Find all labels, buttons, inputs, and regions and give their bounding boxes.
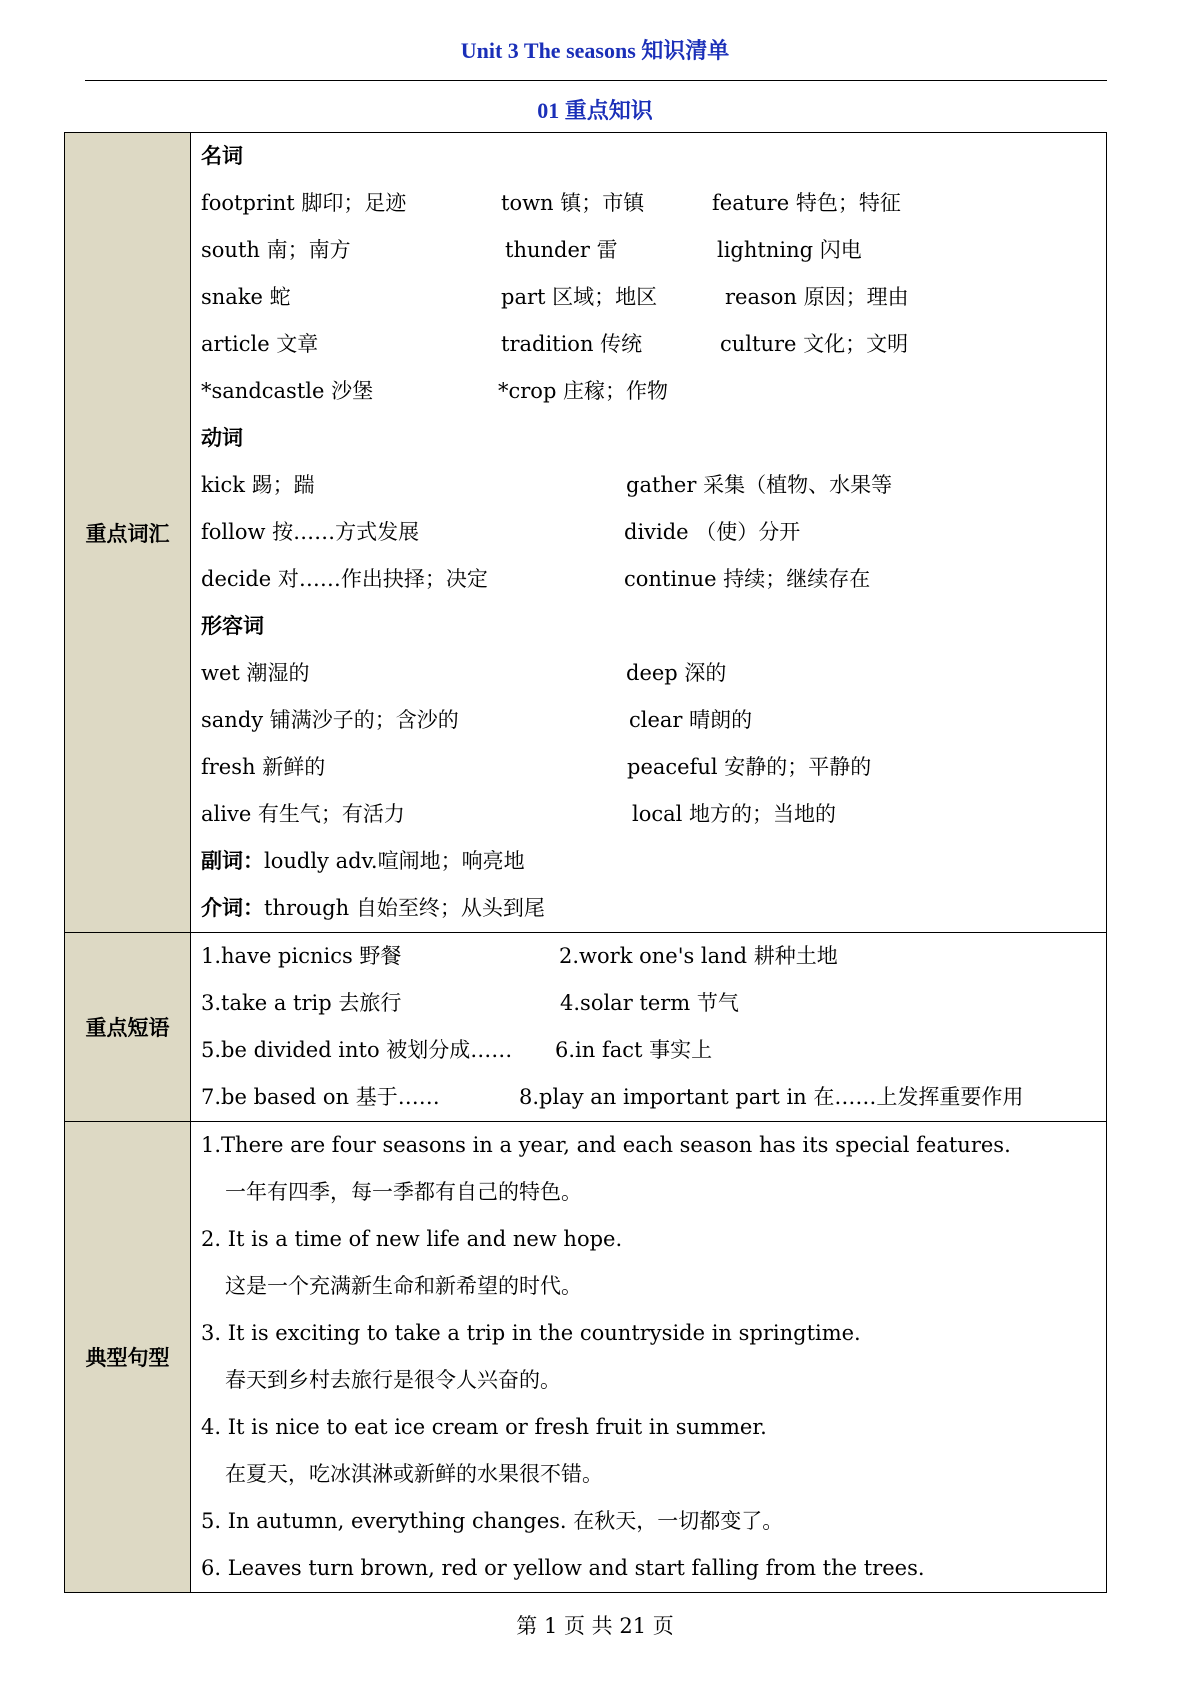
phrase-item: 6.in fact 事实上	[555, 1038, 713, 1062]
phrase-line	[201, 1027, 1106, 1074]
sentence-en: 6. Leaves turn brown, red or yellow and start falling from the trees.	[201, 1556, 925, 1580]
sentence-en: 2. It is a time of new life and new hope.	[201, 1227, 623, 1251]
sentence-zh: 一年有四季，每一季都有自己的特色。	[225, 1180, 582, 1204]
document-title: Unit 3 The seasons 知识清单	[460, 38, 730, 63]
vocab-item: footprint 脚印；足迹	[201, 191, 407, 215]
vocab-item: fresh 新鲜的	[201, 755, 326, 779]
vocab-line	[201, 274, 1106, 321]
page-footer: 第 1 页 共 21 页	[516, 1614, 674, 1638]
section-title: 01 重点知识	[537, 98, 653, 123]
vocab-item: culture 文化；文明	[720, 332, 909, 356]
vocab-item: lightning 闪电	[717, 238, 862, 262]
phrase-item: 8.play an important part in 在……上发挥重要作用	[519, 1085, 1024, 1109]
vocab-item: kick 踢；踹	[201, 473, 315, 497]
adverb-heading: 副词：	[201, 849, 264, 873]
sentence-zh: 在夏天，吃冰淇淋或新鲜的水果很不错。	[225, 1462, 603, 1486]
phrases-content	[191, 933, 1107, 1122]
vocab-item: gather 采集（植物、水果等	[626, 473, 893, 497]
knowledge-table	[64, 132, 1107, 1593]
vocab-item: wet 潮湿的	[201, 661, 310, 685]
phrase-line	[201, 1074, 1106, 1121]
vocab-row	[65, 133, 1107, 933]
vocab-line	[201, 227, 1106, 274]
vocab-item: feature 特色；特征	[712, 191, 901, 215]
vocab-item: *sandcastle 沙堡	[201, 379, 374, 403]
vocab-line	[201, 697, 1106, 744]
vocab-line	[201, 838, 1106, 885]
phrase-line	[201, 980, 1106, 1027]
phrase-item: 2.work one's land 耕种土地	[559, 944, 838, 968]
vocab-item: *crop 庄稼；作物	[498, 379, 669, 403]
sentence-en: 1.There are four seasons in a year, and each season has its special features.	[201, 1133, 1011, 1157]
vocab-line	[201, 744, 1106, 791]
phrase-item: 1.have picnics 野餐	[201, 944, 402, 968]
vocab-item: peaceful 安静的；平静的	[627, 755, 872, 779]
sentence-zh: 春天到乡村去旅行是很令人兴奋的。	[225, 1368, 561, 1392]
vocab-item: decide 对……作出抉择；决定	[201, 567, 488, 591]
vocab-item: follow 按……方式发展	[201, 520, 420, 544]
vocab-line	[201, 556, 1106, 603]
noun-heading: 名词	[201, 144, 243, 168]
phrase-item: 4.solar term 节气	[560, 991, 739, 1015]
header-divider	[85, 80, 1107, 81]
sentences-label: 典型句型	[65, 1122, 191, 1593]
vocab-item: part 区域；地区	[501, 285, 658, 309]
vocab-item: snake 蛇	[201, 285, 291, 309]
vocab-content	[191, 133, 1107, 933]
vocab-item: alive 有生气；有活力	[201, 802, 405, 826]
vocab-item: clear 晴朗的	[629, 708, 753, 732]
vocab-item: reason 原因；理由	[725, 285, 909, 309]
vocab-item: tradition 传统	[501, 332, 643, 356]
adjective-heading: 形容词	[201, 614, 264, 638]
sentence-en: 4. It is nice to eat ice cream or fresh fruit in summer.	[201, 1415, 767, 1439]
sentences-content	[191, 1122, 1107, 1593]
vocab-line	[201, 509, 1106, 556]
vocab-item: sandy 铺满沙子的；含沙的	[201, 708, 459, 732]
sentences-row	[65, 1122, 1107, 1593]
vocab-line	[201, 885, 1106, 932]
phrases-label: 重点短语	[65, 933, 191, 1122]
vocab-line	[201, 321, 1106, 368]
vocab-item: deep 深的	[626, 661, 727, 685]
phrase-item: 5.be divided into 被划分成……	[201, 1038, 513, 1062]
phrases-row	[65, 933, 1107, 1122]
verb-heading: 动词	[201, 426, 243, 450]
vocab-item: town 镇；市镇	[501, 191, 645, 215]
vocab-item: south 南；南方	[201, 238, 351, 262]
vocab-item: thunder 雷	[505, 238, 618, 262]
sentence-en: 3. It is exciting to take a trip in the countryside in springtime.	[201, 1321, 861, 1345]
preposition-heading: 介词：	[201, 896, 264, 920]
vocab-line	[201, 462, 1106, 509]
phrase-line	[201, 933, 1106, 980]
adverb-text: loudly adv.喧闹地；响亮地	[264, 849, 525, 873]
vocab-item: local 地方的；当地的	[632, 802, 837, 826]
phrase-item: 3.take a trip 去旅行	[201, 991, 402, 1015]
vocab-line	[201, 180, 1106, 227]
vocab-line	[201, 650, 1106, 697]
preposition-text: through 自始至终；从头到尾	[264, 896, 545, 920]
sentence-zh: 这是一个充满新生命和新希望的时代。	[225, 1274, 582, 1298]
vocab-line	[201, 368, 1106, 415]
vocab-label: 重点词汇	[65, 133, 191, 933]
sentence-en: 5. In autumn, everything changes. 在秋天，一切都变了。	[201, 1509, 784, 1533]
vocab-item: continue 持续；继续存在	[624, 567, 871, 591]
vocab-item: divide （使）分开	[624, 520, 801, 544]
phrase-item: 7.be based on 基于……	[201, 1085, 440, 1109]
vocab-line	[201, 791, 1106, 838]
vocab-item: article 文章	[201, 332, 319, 356]
